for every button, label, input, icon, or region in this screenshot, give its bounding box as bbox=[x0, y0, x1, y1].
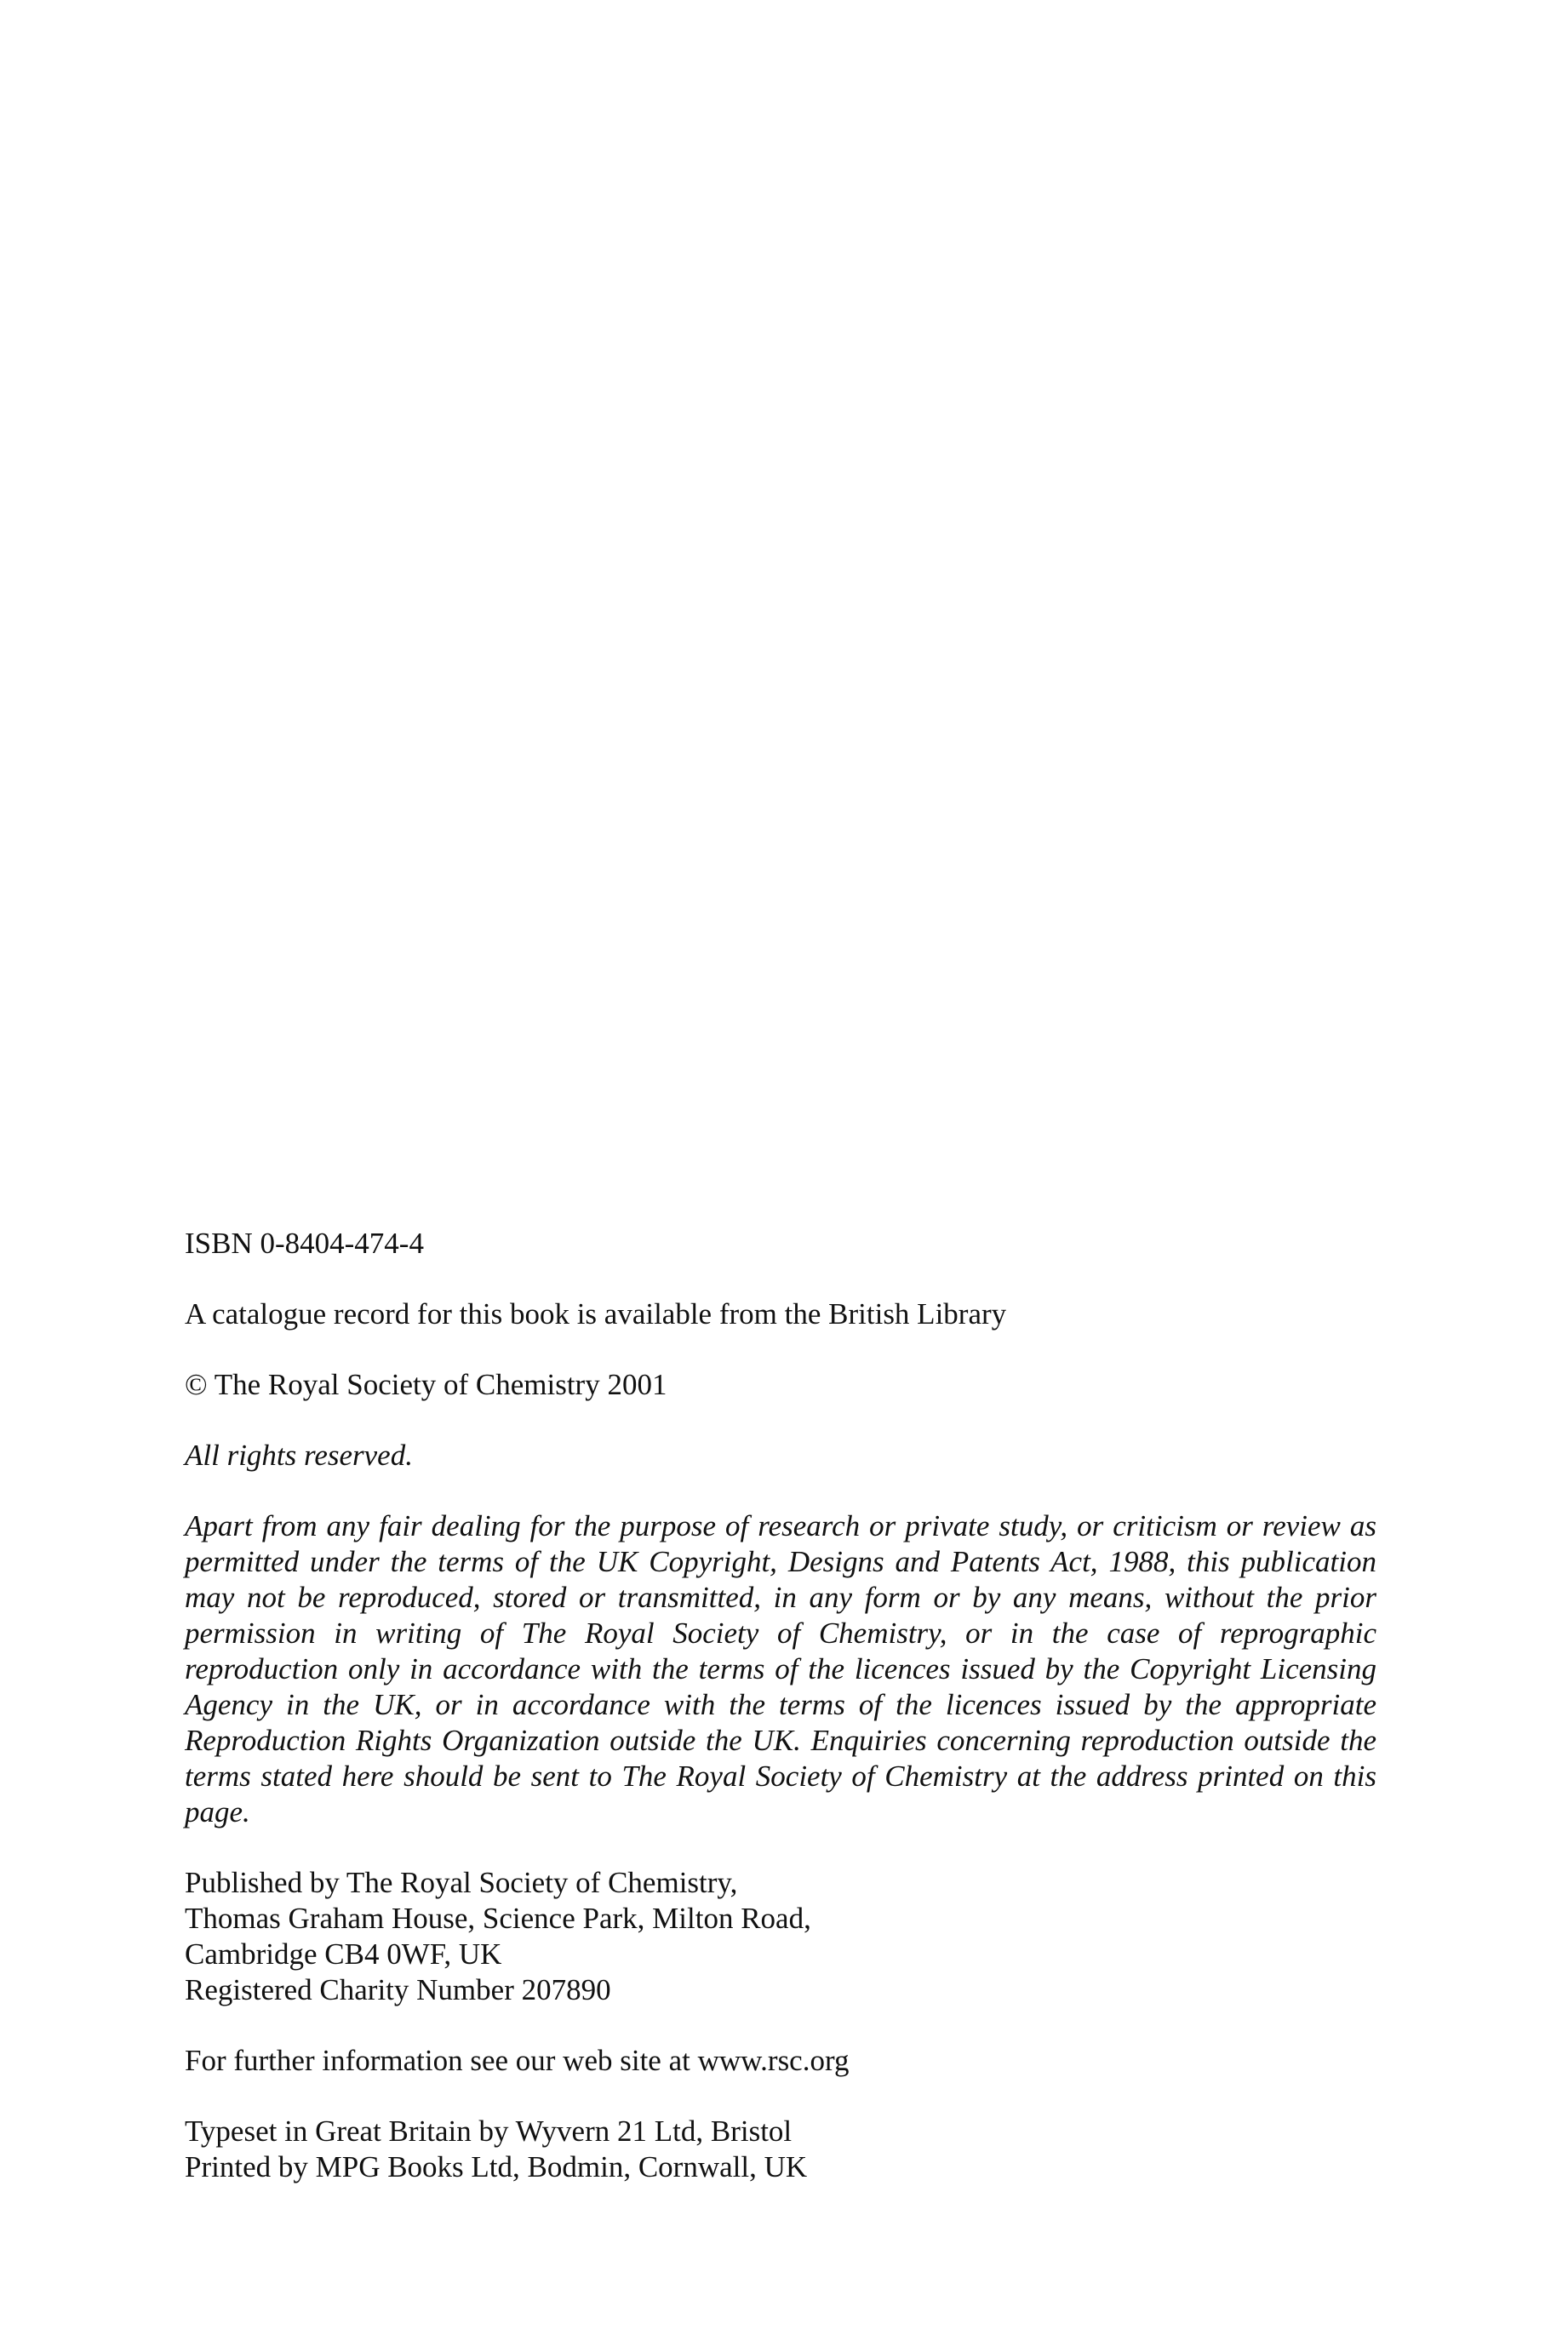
imprint-block bbox=[185, 1226, 1376, 2220]
publisher-line-4: Registered Charity Number 207890 bbox=[185, 1973, 611, 2006]
catalogue-record: A catalogue record for this book is available from the British Library bbox=[185, 1297, 1007, 1331]
publisher-address bbox=[185, 1865, 1376, 2008]
printing-info bbox=[185, 2114, 1376, 2185]
copyright-line: © The Royal Society of Chemistry 2001 bbox=[185, 1368, 667, 1401]
rights-statement: All rights reserved. bbox=[185, 1439, 413, 1472]
publisher-line-2: Thomas Graham House, Science Park, Milton Road, bbox=[185, 1902, 811, 1935]
legal-notice: Apart from any fair dealing for the purpose of research or private study, or criticism or review as permitted under the terms of the UK Copyright, Designs and Patents Act, 1988, this publication may not be reproduced, stored or transmitted, in any form or by any means, without the prior permission in writing of The Royal Society of Chemistry, or in the case of reprographic reproduction only in accordance with the terms of the licences issued by the Copyright Licensing Agency in the UK, or in accordance with the terms of the licences issued by the appropriate Reproduction Rights Organization outside the UK. Enquiries concerning reproduction outside the terms stated here should be sent to The Royal Society of Chemistry at the address printed on this page. bbox=[185, 1509, 1376, 1828]
isbn-line: ISBN 0-8404-474-4 bbox=[185, 1227, 424, 1260]
typeset-line: Typeset in Great Britain by Wyvern 21 Ltd, Bristol bbox=[185, 2115, 793, 2148]
website-line: For further information see our web site at www.rsc.org bbox=[185, 2044, 850, 2077]
publisher-line-1: Published by The Royal Society of Chemistry, bbox=[185, 1866, 738, 1899]
printed-line: Printed by MPG Books Ltd, Bodmin, Cornwall, UK bbox=[185, 2150, 808, 2183]
publisher-line-3: Cambridge CB4 0WF, UK bbox=[185, 1937, 502, 1971]
